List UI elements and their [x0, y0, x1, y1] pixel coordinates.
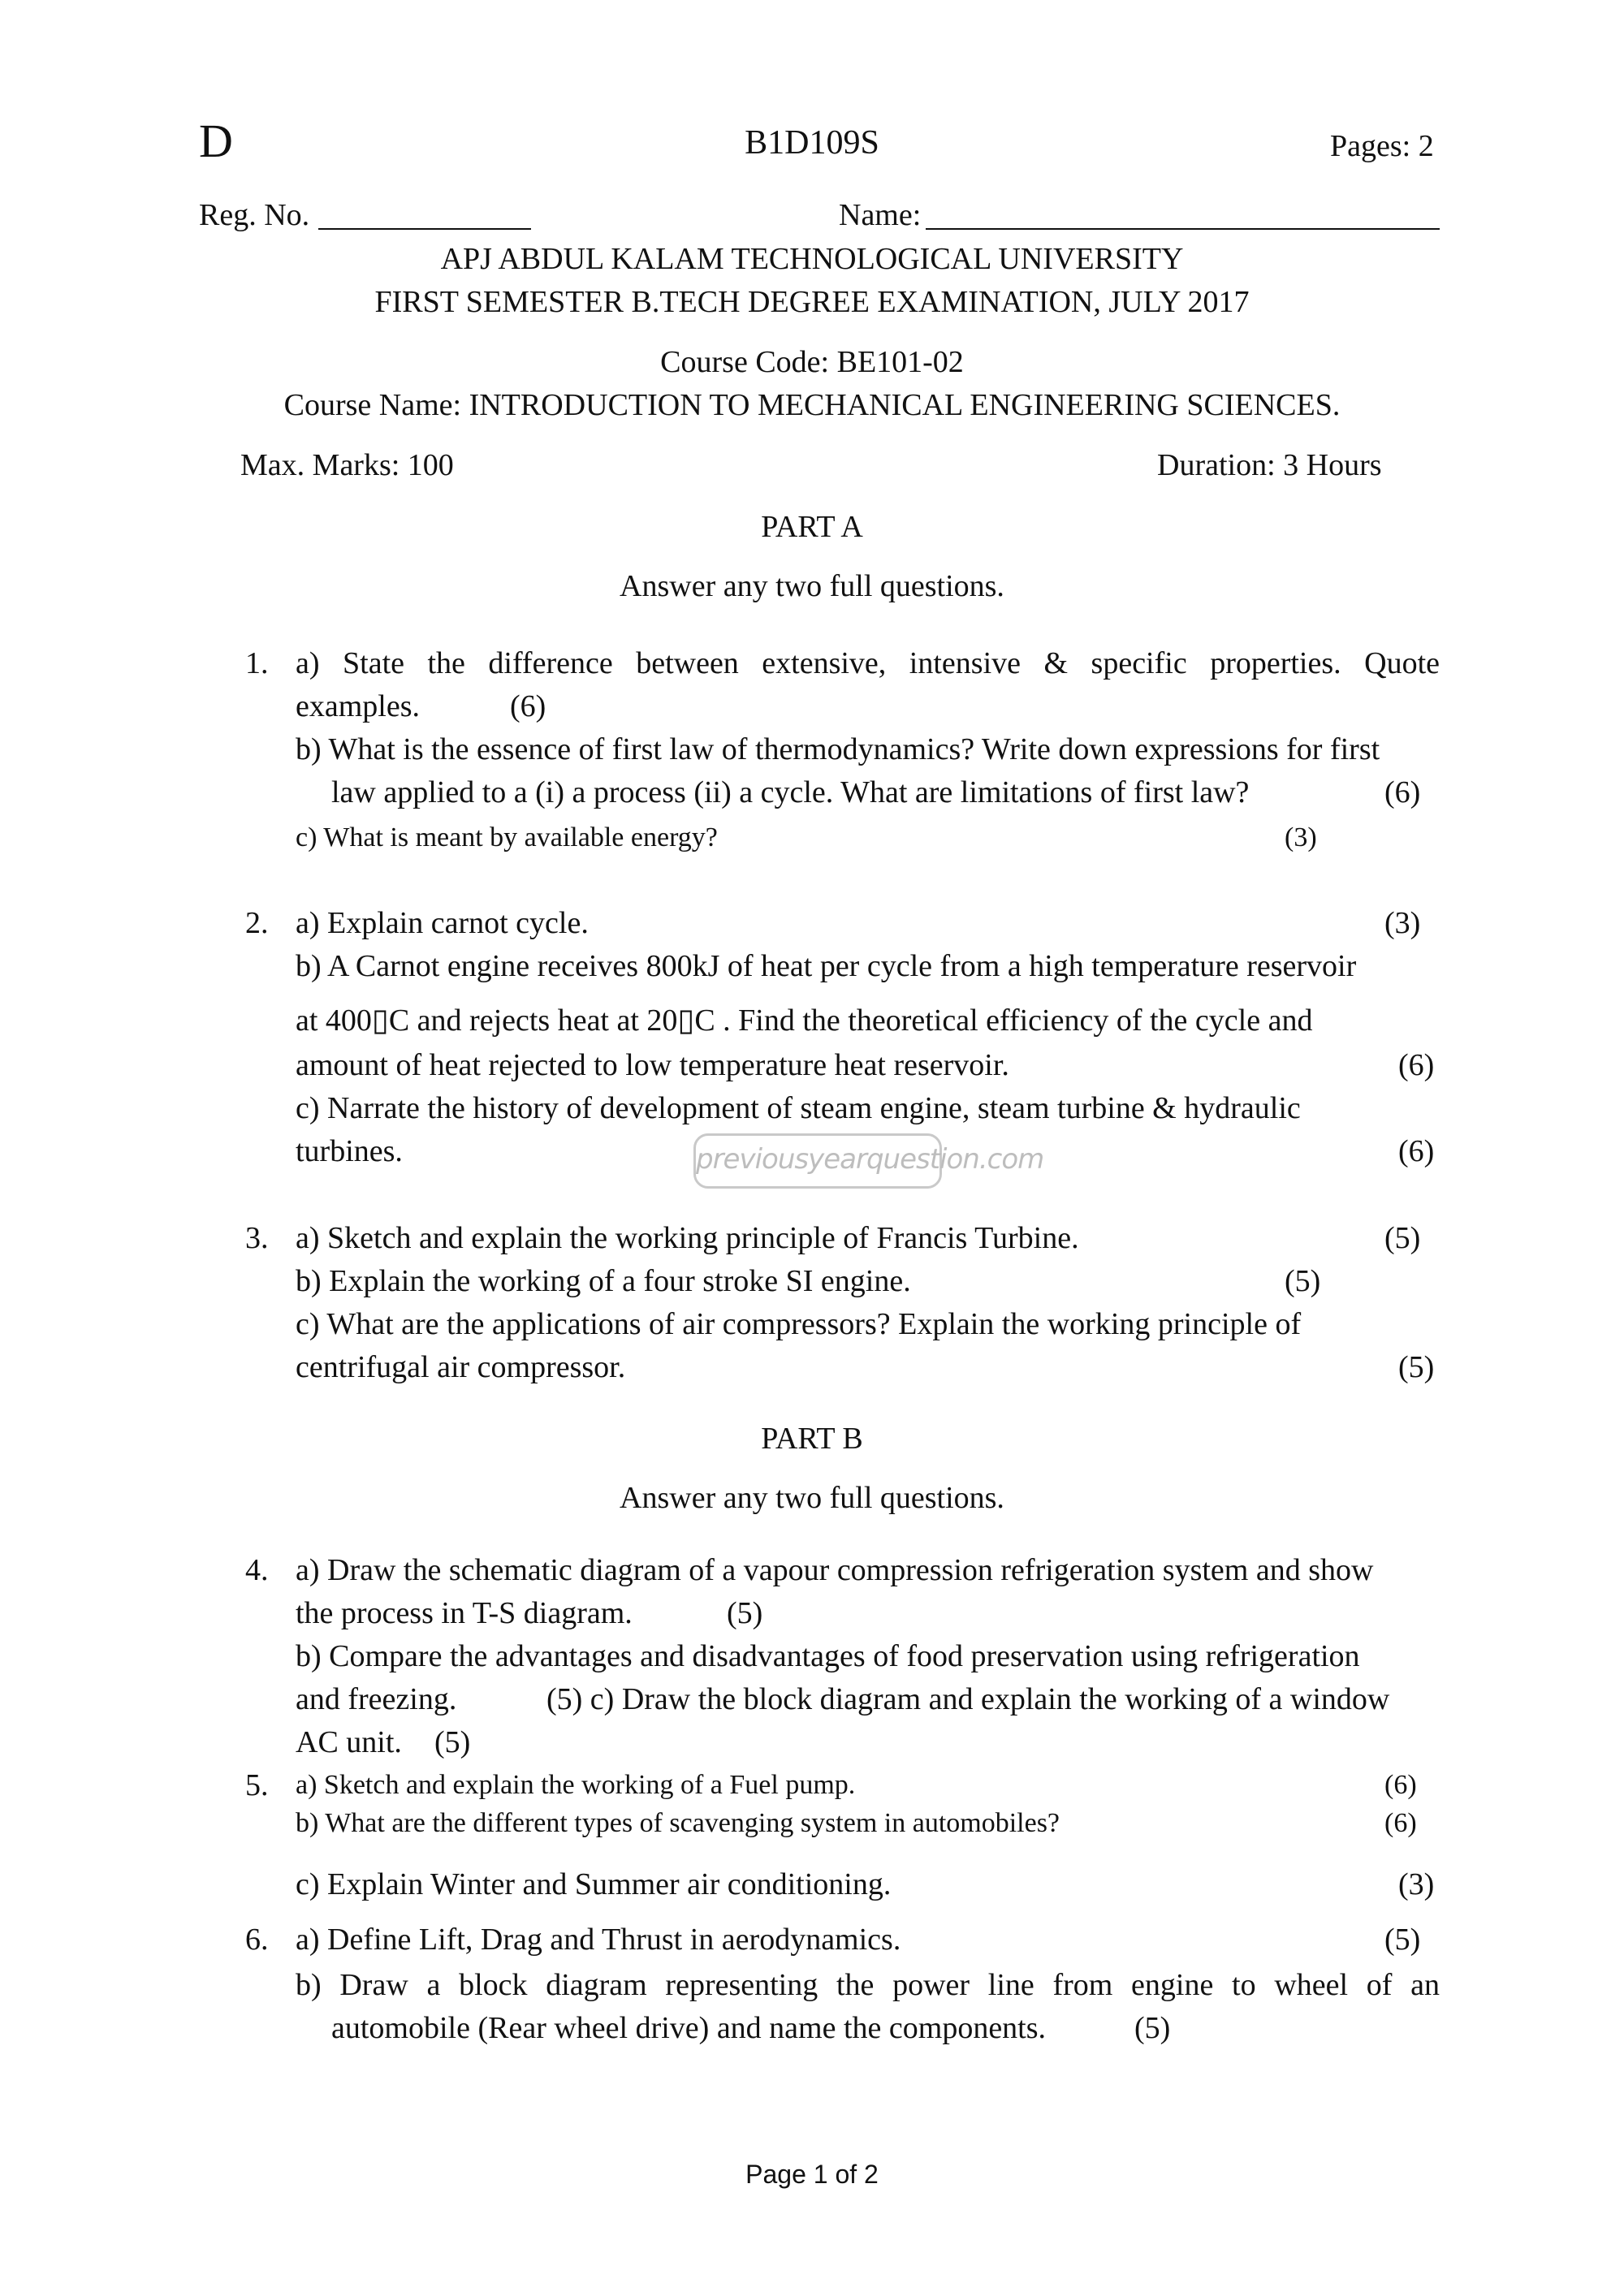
q3c-text: c) What are the applications of air compressors? Explain the working principle of	[296, 1307, 1302, 1341]
paper-code: B1D109S	[745, 124, 879, 162]
q4a-marks: (5)	[727, 1596, 763, 1630]
q4c-marks: (5)	[434, 1725, 471, 1759]
course-code: Course Code: BE101-02	[660, 345, 964, 379]
q1a-marks: (6)	[510, 689, 546, 723]
q5b-text: b) What are the different types of scavenging system in automobiles?	[296, 1808, 1060, 1838]
set-letter: D	[199, 114, 233, 167]
part-a-instruction: Answer any two full questions.	[620, 569, 1004, 603]
q6b-text-cont: automobile (Rear wheel drive) and name the components.	[331, 2011, 1047, 2045]
q3a-marks: (5)	[1384, 1221, 1421, 1255]
course-name: Course Name: INTRODUCTION TO MECHANICAL ENGINEERING SCIENCES.	[283, 388, 1341, 422]
reg-no-label: Reg. No.	[199, 198, 310, 232]
q1b-text-cont: law applied to a (i) a process (ii) a cycle. What are limitations of first law?	[331, 775, 1250, 809]
q2a-text: a) Explain carnot cycle.	[296, 906, 589, 940]
part-b-instruction: Answer any two full questions.	[620, 1481, 1004, 1515]
max-marks: Max. Marks: 100	[240, 448, 454, 482]
q6b-text: b) Draw a block diagram representing the power line from engine to wheel of an	[296, 1968, 1440, 2002]
q6b-marks: (5)	[1134, 2011, 1171, 2045]
q3a-text: a) Sketch and explain the working principle of Francis Turbine.	[296, 1221, 1079, 1255]
q2c-marks: (6)	[1398, 1134, 1435, 1168]
q1c-text: c) What is meant by available energy?	[296, 822, 718, 852]
part-a-title: PART A	[761, 510, 863, 544]
question-number: 2.	[245, 906, 269, 940]
q3c-text-cont: centrifugal air compressor.	[296, 1350, 626, 1384]
university-name: APJ ABDUL KALAM TECHNOLOGICAL UNIVERSITY	[440, 242, 1184, 276]
watermark-logo: previousyearquestion.com	[693, 1133, 942, 1189]
question-number: 3.	[245, 1221, 269, 1255]
q2a-marks: (3)	[1384, 906, 1421, 940]
question-number: 6.	[245, 1923, 269, 1957]
q6a-text: a) Define Lift, Drag and Thrust in aerodynamics.	[296, 1923, 901, 1957]
part-b-title: PART B	[761, 1422, 863, 1456]
q4-line-1: a) Draw the schematic diagram of a vapour compression refrigeration system and show	[296, 1553, 1374, 1587]
q4-line-2: the process in T-S diagram.	[296, 1596, 633, 1630]
q6a-marks: (5)	[1384, 1923, 1421, 1957]
duration: Duration: 3 Hours	[1157, 448, 1382, 482]
question-number: 4.	[245, 1553, 269, 1587]
q2b-marks: (6)	[1398, 1048, 1435, 1082]
name-label: Name:	[839, 198, 922, 232]
q2b-text-cont2: amount of heat rejected to low temperature heat reservoir.	[296, 1048, 1009, 1082]
q1b-text: b) What is the essence of first law of thermodynamics? Write down expressions for first	[296, 732, 1380, 766]
q5c-text: c) Explain Winter and Summer air conditioning.	[296, 1867, 892, 1901]
q3b-marks: (5)	[1285, 1264, 1321, 1298]
q2c-text: c) Narrate the history of development of steam engine, steam turbine & hydraulic	[296, 1091, 1301, 1125]
q5a-marks: (6)	[1384, 1770, 1417, 1800]
q3c-marks: (5)	[1398, 1350, 1435, 1384]
q1a-text-cont: examples.	[296, 689, 421, 723]
q5c-marks: (3)	[1398, 1867, 1435, 1901]
q2b-text: b) A Carnot engine receives 800kJ of heat per cycle from a high temperature reservoir	[296, 949, 1357, 983]
q2b-text-cont: at 400▯C and rejects heat at 20▯C . Find the theoretical efficiency of the cycle and	[296, 1003, 1313, 1038]
question-number: 5.	[245, 1768, 269, 1802]
q4-line-4-rest: (5) c) Draw the block diagram and explain the working of a window	[546, 1682, 1390, 1716]
q5b-marks: (6)	[1384, 1808, 1417, 1838]
q2c-text-cont: turbines.	[296, 1134, 403, 1168]
q1a-text: a) State the difference between extensive, intensive & specific properties. Quote	[296, 646, 1440, 680]
q1c-marks: (3)	[1285, 822, 1317, 852]
q3b-text: b) Explain the working of a four stroke SI engine.	[296, 1264, 911, 1298]
q4-line-3: b) Compare the advantages and disadvantages of food preservation using refrigeration	[296, 1639, 1360, 1673]
exam-title: FIRST SEMESTER B.TECH DEGREE EXAMINATION, JULY 2017	[374, 285, 1250, 319]
q4-line-5: AC unit.	[296, 1725, 402, 1759]
page-count: Pages: 2	[1330, 129, 1434, 163]
question-number: 1.	[245, 646, 269, 680]
page-footer: Page 1 of 2	[745, 2160, 879, 2189]
name-field[interactable]	[926, 228, 1440, 230]
q5a-text: a) Sketch and explain the working of a Fuel pump.	[296, 1770, 856, 1800]
reg-no-field[interactable]	[318, 228, 531, 230]
q1b-marks: (6)	[1384, 775, 1421, 809]
q4-line-4: and freezing.	[296, 1682, 457, 1716]
